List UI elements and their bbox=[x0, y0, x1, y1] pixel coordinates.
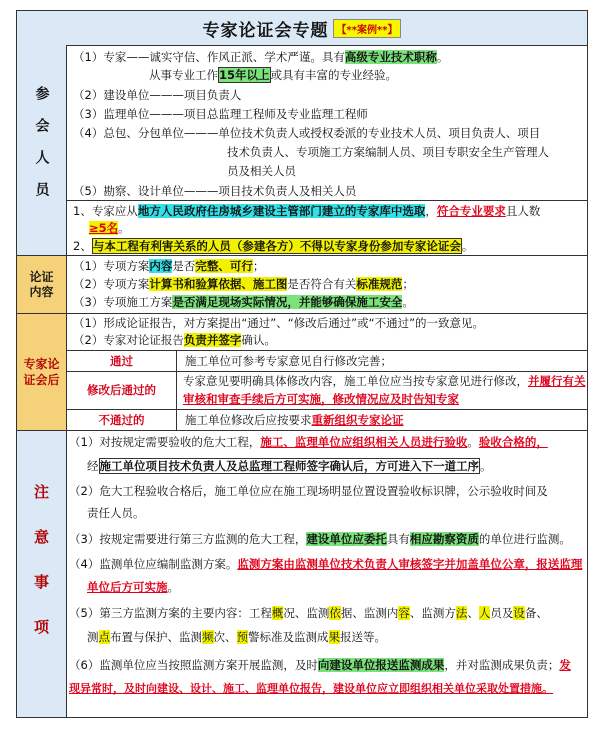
section-review-content-body bbox=[67, 256, 587, 313]
attendee-supervisor-line: （3）监理单位———项目总监理工程师及专业监理工程师 bbox=[73, 107, 368, 121]
review-item-1: （1）专项方案内容是否完整、可行； bbox=[73, 259, 265, 273]
attendee-contractor-line2: 技术负责人、专项施工方案编制人员、项目专职安全生产管理人 bbox=[227, 145, 549, 159]
note-4-cont: 单位后方可实施。 bbox=[87, 580, 179, 594]
note-3: （3）按规定需要进行第三方监测的危大工程，建设单位应委托具有相应勘察资质的单位进行监测。 bbox=[69, 532, 571, 546]
attendee-note-1: 1、专家应从地方人民政府住房城乡建设主管部门建立的专家库中选取，符合专业要求且人数 bbox=[73, 204, 541, 218]
note-2: （2）危大工程验收合格后，施工单位应在施工现场明显位置设置验收标识牌，公示验收时间及 bbox=[69, 484, 548, 498]
review-item-3: （3）专项施工方案是否满足现场实际情况，并能够确保施工安全。 bbox=[73, 295, 414, 309]
after-review-line-2: （2）专家对论证报告负责并签字确认。 bbox=[73, 333, 276, 347]
attendee-owner-line: （2）建设单位———项目负责人 bbox=[73, 88, 242, 102]
note-6: （6）监测单位应当按照监测方案开展监测，及时向建设单位报送监测成果，并对监测成果负责；发 bbox=[69, 658, 571, 672]
outcome-fail-text: 施工单位修改后应按要求重新组织专家论证 bbox=[185, 413, 404, 427]
outcome-fail-label: 不通过的 bbox=[67, 409, 177, 430]
attendee-contractor-line: （4）总包、分包单位———单位技术负责人或授权委派的专业技术人员、项目负责人、项目 bbox=[73, 126, 541, 140]
section-review-content-label: 论证内容 bbox=[17, 256, 67, 313]
section-after-review bbox=[17, 314, 587, 431]
section-notes bbox=[17, 431, 587, 717]
note-1: （1）对按规定需要验收的危大工程，施工、监理单位应组织相关人员进行验收。验收合格的， bbox=[69, 435, 548, 449]
outcome-revise-label: 修改后通过的 bbox=[67, 371, 177, 409]
section-notes-body bbox=[67, 431, 587, 717]
section-review-content bbox=[17, 256, 587, 314]
attendee-contractor-line3: 员及相关人员 bbox=[227, 164, 296, 178]
section-attendees-label: 参会人员 bbox=[17, 45, 67, 255]
document-sheet bbox=[16, 10, 588, 718]
attendee-divider bbox=[67, 200, 587, 201]
section-notes-label: 注意事项 bbox=[17, 431, 67, 717]
page-title: 专家论证会专题 bbox=[202, 20, 329, 41]
attendee-expert-line2: 从事专业工作15年以上或具有丰富的专业经验。 bbox=[149, 68, 398, 82]
attendee-note-2: 2、与本工程有利害关系的人员（参建各方）不得以专家身份参加专家论证会。 bbox=[73, 239, 474, 253]
attendee-expert-line: （1）专家——诚实守信、作风正派、学术严谨。具有高级专业技术职称。 bbox=[73, 50, 449, 64]
attendee-survey-line: （5）勘察、设计单位———项目技术负责人及相关人员 bbox=[73, 184, 357, 198]
note-6-cont: 现异常时，及时向建设、设计、施工、监理单位报告，建设单位应立即组织相关单位采取处置措施。 bbox=[69, 682, 553, 695]
review-item-2: （2）专项方案计算书和验算依据、施工图是否符合有关标准规范； bbox=[73, 277, 414, 291]
title-bar bbox=[17, 11, 587, 46]
outcome-pass-label: 通过 bbox=[67, 350, 177, 371]
section-after-review-label: 专家论证会后 bbox=[17, 314, 67, 430]
note-1-cont: 经施工单位项目技术负责人及总监理工程师签字确认后，方可进入下一道工序。 bbox=[87, 459, 492, 473]
outcome-revise-text-2: 审核和审查手续后方可实施，修改情况应及时告知专家 bbox=[183, 392, 459, 406]
after-review-line-1: （1）形成论证报告，对方案提出“通过”、“修改后通过”或“不通过”的一致意见。 bbox=[73, 316, 485, 330]
note-4: （4）监测单位应编制监测方案。监测方案由监测单位技术负责人审核签字并加盖单位公章，报送监理 bbox=[69, 557, 583, 571]
outcome-pass-text: 施工单位可参考专家意见自行修改完善； bbox=[185, 354, 392, 368]
section-attendees bbox=[17, 45, 587, 256]
section-attendees-body bbox=[67, 45, 587, 255]
note-5: （5）第三方监测方案的主要内容：工程概况、监测依据、监测内容、监测方法、人员及设备、 bbox=[69, 606, 548, 620]
title-tag: 【**案例**】 bbox=[333, 19, 402, 38]
attendee-note-1-count: ≥5名。 bbox=[89, 221, 130, 235]
note-5-cont: 测点布置与保护、监测频次、预警标准及监测成果报送等。 bbox=[87, 630, 386, 644]
note-2-cont: 责任人员。 bbox=[87, 506, 145, 520]
section-after-review-body bbox=[67, 314, 587, 430]
outcome-revise-text: 专家意见要明确具体修改内容，施工单位应当按专家意见进行修改，并履行有关 bbox=[183, 374, 586, 388]
